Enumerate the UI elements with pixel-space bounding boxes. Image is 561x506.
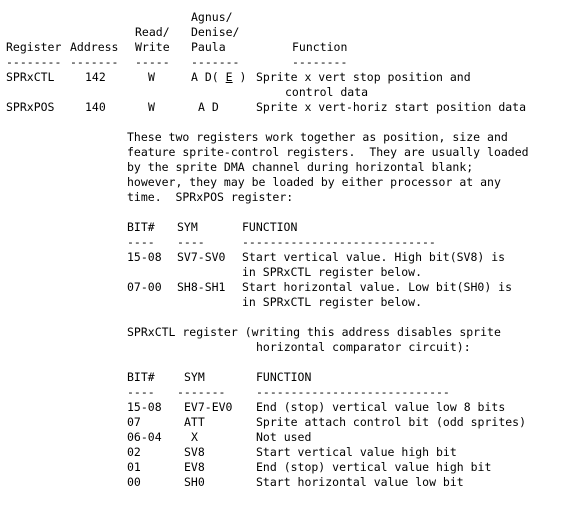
- pos-row-func: Start horizontal value. Low bit(SH0) is: [242, 280, 513, 294]
- ctl-row-bit: 00: [127, 475, 141, 489]
- header-chip-line3: Paula: [191, 40, 226, 54]
- ctl-row-sym: EV8: [184, 460, 205, 474]
- ctl-row-bit: 01: [127, 460, 141, 474]
- ctl-intro-line: SPRxCTL register (writing this address disables sprite: [127, 325, 501, 339]
- ctl-row-sym: SV8: [184, 445, 205, 459]
- pos-row-bit: 07-00: [127, 280, 162, 294]
- header-function: Function: [292, 40, 348, 54]
- pos-dash-bit: ----: [127, 235, 155, 249]
- register-name: SPRxCTL: [6, 70, 55, 84]
- chip-close-paren: ): [239, 70, 247, 84]
- ctl-row-bit: 02: [127, 445, 141, 459]
- intro-line: by the sprite DMA channel during horizontal blank;: [127, 160, 474, 174]
- intro-line: feature sprite-control registers. They are usually loaded: [127, 145, 529, 159]
- ctl-row-func: End (stop) vertical value low 8 bits: [256, 400, 506, 414]
- pos-row-func: Start vertical value. High bit(SV8) is: [242, 250, 506, 264]
- register-function: Sprite x vert stop position and: [256, 70, 471, 84]
- ctl-head-bit: BIT#: [127, 370, 155, 384]
- register-rw: W: [148, 70, 155, 84]
- ctl-row-func: Not used: [256, 430, 312, 444]
- ctl-row-sym: ATT: [184, 415, 205, 429]
- pos-head-func: FUNCTION: [242, 220, 298, 234]
- ctl-dash-func: ----------------------------: [256, 385, 450, 399]
- ctl-dash-sym: -------: [177, 385, 226, 399]
- header-dash-chip: -------: [191, 55, 240, 69]
- pos-row-func-cont: in SPRxCTL register below.: [242, 295, 423, 309]
- pos-head-sym: SYM: [177, 220, 198, 234]
- ctl-row-bit: 15-08: [127, 400, 162, 414]
- ctl-row-func: Start horizontal value low bit: [256, 475, 464, 489]
- ctl-row-sym: SH0: [184, 475, 205, 489]
- ctl-head-func: FUNCTION: [256, 370, 312, 384]
- register-name: SPRxPOS: [6, 100, 55, 114]
- chip-agnus: A: [191, 70, 198, 84]
- intro-line: These two registers work together as position, size and: [127, 130, 508, 144]
- pos-head-bit: BIT#: [127, 220, 155, 234]
- register-chip: [191, 70, 246, 85]
- ctl-row-bit: 07: [127, 415, 141, 429]
- pos-row-func-cont: in SPRxCTL register below.: [242, 265, 423, 279]
- register-function-cont: control data: [285, 85, 369, 99]
- ctl-row-sym: EV7-EV0: [184, 400, 233, 414]
- header-dash-address: -------: [70, 55, 119, 69]
- header-dash-rw: -----: [135, 55, 170, 69]
- header-dash-function: --------: [292, 55, 348, 69]
- ctl-row-sym: X: [191, 430, 198, 444]
- chip-ecs-underlined: E: [225, 70, 233, 84]
- chip-denise: D(: [204, 70, 219, 84]
- header-rw-line2: Write: [135, 40, 170, 54]
- pos-row-bit: 15-08: [127, 250, 162, 264]
- header-chip-line2: Denise/: [191, 25, 240, 39]
- header-rw-line1: Read/: [135, 25, 170, 39]
- intro-line: time. SPRxPOS register:: [127, 190, 294, 204]
- pos-dash-sym: ----: [177, 235, 205, 249]
- header-dash-register: --------: [6, 55, 62, 69]
- register-address: 142: [85, 70, 106, 84]
- ctl-head-sym: SYM: [184, 370, 205, 384]
- ctl-dash-bit: ----: [127, 385, 155, 399]
- pos-dash-func: ----------------------------: [242, 235, 436, 249]
- ctl-intro-line: horizontal comparator circuit):: [256, 340, 471, 354]
- header-register: Register: [6, 40, 62, 54]
- register-address: 140: [85, 100, 106, 114]
- header-chip-line1: Agnus/: [191, 10, 233, 24]
- register-chip: A D: [198, 100, 219, 114]
- ctl-row-func: End (stop) vertical value high bit: [256, 460, 492, 474]
- register-function: Sprite x vert-horiz start position data: [256, 100, 527, 114]
- register-rw: W: [148, 100, 155, 114]
- intro-line: however, they may be loaded by either processor at any: [127, 175, 501, 189]
- ctl-row-func: Sprite attach control bit (odd sprites): [256, 415, 527, 429]
- header-address: Address: [70, 40, 119, 54]
- ctl-row-func: Start vertical value high bit: [256, 445, 457, 459]
- ctl-row-bit: 06-04: [127, 430, 162, 444]
- pos-row-sym: SV7-SV0: [177, 250, 226, 264]
- pos-row-sym: SH8-SH1: [177, 280, 226, 294]
